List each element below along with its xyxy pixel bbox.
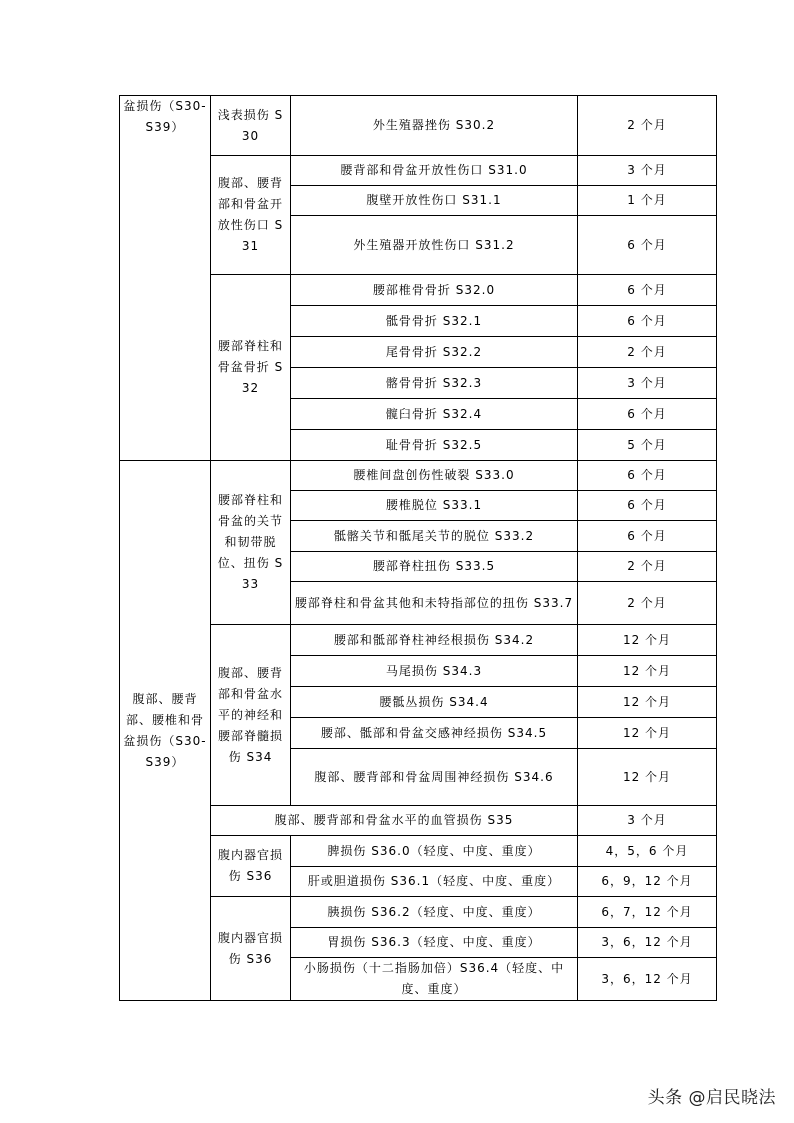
injury-name-cell: 髋臼骨折 S32.4 [291,399,578,430]
injury-name-cell: 小肠损伤（十二指肠加倍）S36.4（轻度、中度、重度） [291,958,578,1001]
injury-name-cell: 腹部、腰背部和骨盆周围神经损伤 S34.6 [291,749,578,806]
injury-name-cell: 胰损伤 S36.2（轻度、中度、重度） [291,897,578,928]
category-cell: 腹内器官损伤 S36 [211,836,291,897]
injury-name-cell: 肝或胆道损伤 S36.1（轻度、中度、重度） [291,867,578,897]
recovery-time-cell: 12 个月 [578,656,717,687]
injury-name-cell: 腰背部和骨盆开放性伤口 S31.0 [291,156,578,186]
recovery-time-cell: 2 个月 [578,552,717,582]
category-cell: 腹部、腰背部和骨盆开放性伤口 S31 [211,156,291,275]
injury-name-cell: 马尾损伤 S34.3 [291,656,578,687]
injury-name-cell: 腰部和骶部脊柱神经根损伤 S34.2 [291,625,578,656]
table-row [120,461,717,491]
injury-name-cell: 腰部脊柱扭伤 S33.5 [291,552,578,582]
region-cell: 盆损伤（S30-S39） [120,96,211,461]
injury-name-cell: 髂骨骨折 S32.3 [291,368,578,399]
injury-name-cell: 腰部椎骨骨折 S32.0 [291,275,578,306]
category-cell: 腹部、腰背部和骨盆水平的血管损伤 S35 [211,806,578,836]
injury-name-cell: 骶骨骨折 S32.1 [291,306,578,337]
injury-name-cell: 耻骨骨折 S32.5 [291,430,578,461]
recovery-time-cell: 2 个月 [578,582,717,625]
recovery-time-cell: 6 个月 [578,306,717,337]
category-cell: 腹内器官损伤 S36 [211,897,291,1001]
injury-name-cell: 腰椎脱位 S33.1 [291,491,578,521]
recovery-time-cell: 12 个月 [578,718,717,749]
recovery-time-cell: 6 个月 [578,399,717,430]
injury-name-cell: 腰椎间盘创伤性破裂 S33.0 [291,461,578,491]
recovery-time-cell: 12 个月 [578,749,717,806]
recovery-time-cell: 6，7，12 个月 [578,897,717,928]
recovery-time-cell: 1 个月 [578,186,717,216]
injury-name-cell: 骶髂关节和骶尾关节的脱位 S33.2 [291,521,578,552]
injury-name-cell: 腹壁开放性伤口 S31.1 [291,186,578,216]
recovery-time-cell: 6 个月 [578,275,717,306]
injury-name-cell: 外生殖器开放性伤口 S31.2 [291,216,578,275]
watermark-text: 头条 @启民晓法 [647,1088,776,1108]
recovery-time-cell: 3 个月 [578,806,717,836]
recovery-time-cell: 2 个月 [578,337,717,368]
injury-name-cell: 外生殖器挫伤 S30.2 [291,96,578,156]
recovery-time-cell: 6 个月 [578,521,717,552]
injury-name-cell: 腰部、骶部和骨盆交感神经损伤 S34.5 [291,718,578,749]
recovery-time-cell: 6 个月 [578,461,717,491]
recovery-time-cell: 12 个月 [578,687,717,718]
recovery-time-cell: 3，6，12 个月 [578,928,717,958]
recovery-time-cell: 2 个月 [578,96,717,156]
category-cell: 浅表损伤 S30 [211,96,291,156]
injury-name-cell: 腰部脊柱和骨盆其他和未特指部位的扭伤 S33.7 [291,582,578,625]
table-row [120,96,717,156]
category-cell: 腹部、腰背部和骨盆水平的神经和腰部脊髓损伤 S34 [211,625,291,806]
injury-name-cell: 脾损伤 S36.0（轻度、中度、重度） [291,836,578,867]
recovery-time-cell: 12 个月 [578,625,717,656]
recovery-time-cell: 6 个月 [578,491,717,521]
injury-name-cell: 胃损伤 S36.3（轻度、中度、重度） [291,928,578,958]
injury-recovery-table [119,95,717,1001]
recovery-time-cell: 5 个月 [578,430,717,461]
recovery-time-cell: 3 个月 [578,156,717,186]
recovery-time-cell: 3，6，12 个月 [578,958,717,1001]
injury-name-cell: 腰骶丛损伤 S34.4 [291,687,578,718]
recovery-time-cell: 6，9，12 个月 [578,867,717,897]
injury-name-cell: 尾骨骨折 S32.2 [291,337,578,368]
recovery-time-cell: 4，5，6 个月 [578,836,717,867]
recovery-time-cell: 6 个月 [578,216,717,275]
category-cell: 腰部脊柱和骨盆的关节和韧带脱位、扭伤 S33 [211,461,291,625]
category-cell: 腰部脊柱和骨盆骨折 S32 [211,275,291,461]
region-cell: 腹部、腰背部、腰椎和骨盆损伤（S30-S39） [120,461,211,1001]
recovery-time-cell: 3 个月 [578,368,717,399]
